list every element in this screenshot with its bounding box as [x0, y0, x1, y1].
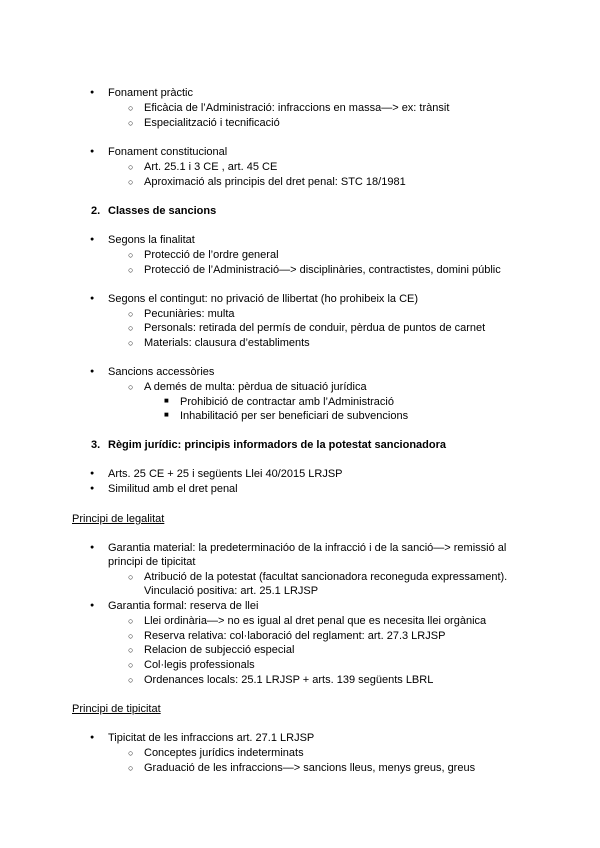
bullet-circle — [128, 629, 133, 644]
list-item: Eficàcia de l’Administració: infraccions en massa—> ex: trànsit — [144, 102, 450, 114]
list-item-continuation: principi de tipicitat — [108, 556, 196, 568]
list-item: Fonament constitucional — [108, 146, 228, 158]
bullet-disc — [90, 86, 94, 101]
bullet-square — [164, 409, 169, 423]
bullet-disc — [90, 365, 94, 380]
list-item: A demés de multa: pèrdua de situació jurídica — [144, 381, 367, 393]
list-item: Sancions accessòries — [108, 366, 215, 378]
list-item: Garantia material: la predeterminacióo de la infracció i de la sanció—> remissió al — [108, 542, 507, 554]
bullet-disc — [90, 292, 94, 307]
list-item: Similitud amb el dret penal — [108, 483, 238, 495]
bullet-disc — [90, 541, 94, 556]
list-item: Segons la finalitat — [108, 234, 195, 246]
bullet-circle — [128, 570, 133, 585]
list-item: Conceptes jurídics indeterminats — [144, 747, 304, 759]
bullet-disc — [90, 731, 94, 746]
bullet-circle — [128, 248, 133, 263]
list-item: Materials: clausura d’establiments — [144, 337, 310, 349]
bullet-circle — [128, 336, 133, 351]
bullet-circle — [128, 614, 133, 629]
list-item: Prohibició de contractar amb l’Administració — [180, 396, 394, 408]
bullet-circle — [128, 160, 133, 175]
list-item: Tipicitat de les infraccions art. 27.1 LRJSP — [108, 732, 315, 744]
list-item: Arts. 25 CE + 25 i següents Llei 40/2015 LRJSP — [108, 468, 343, 480]
list-item: Art. 25.1 i 3 CE , art. 45 CE — [144, 161, 278, 173]
list-item: Atribució de la potestat (facultat sancionadora reconeguda expressament). — [144, 571, 508, 583]
bullet-disc — [90, 467, 94, 482]
bullet-disc — [90, 599, 94, 614]
list-item: Ordenances locals: 25.1 LRJSP + arts. 139 següents LBRL — [144, 674, 434, 686]
list-item: Col·legis professionals — [144, 659, 255, 671]
bullet-circle — [128, 307, 133, 322]
section-heading: Règim jurídic: principis informadors de la potestat sancionadora — [108, 439, 447, 451]
list-item: Inhabilitació per ser beneficiari de subvencions — [180, 410, 409, 422]
list-item: Aproximació als principis del dret penal: STC 18/1981 — [144, 176, 406, 188]
bullet-disc — [90, 233, 94, 248]
list-item: Reserva relativa: col·laboració del reglament: art. 27.3 LRJSP — [144, 630, 446, 642]
bullet-circle — [128, 761, 133, 776]
bullet-circle — [128, 673, 133, 688]
list-item: Fonament pràctic — [108, 87, 193, 99]
list-item: Llei ordinària—> no es igual al dret penal que es necesita llei orgànica — [144, 615, 487, 627]
list-item: Segons el contingut: no privació de llibertat (ho prohibeix la CE) — [108, 293, 419, 305]
subsection-title: Principi de legalitat — [72, 513, 165, 525]
bullet-circle — [128, 643, 133, 658]
bullet-disc — [90, 482, 94, 497]
list-item: Protecció de l’Administració—> disciplinàries, contractistes, domini públic — [144, 264, 501, 276]
bullet-circle — [128, 175, 133, 190]
subsection-title: Principi de tipicitat — [72, 703, 161, 715]
bullet-circle — [128, 658, 133, 673]
bullet-disc — [90, 145, 94, 160]
list-item: Garantia formal: reserva de llei — [108, 600, 259, 612]
bullet-circle — [128, 263, 133, 278]
bullet-circle — [128, 746, 133, 761]
bullet-circle — [128, 321, 133, 336]
list-item: Pecuniàries: multa — [144, 308, 235, 320]
list-item: Graduació de les infraccions—> sancions lleus, menys greus, greus — [144, 762, 476, 774]
list-item: Relacion de subjecció especial — [144, 644, 295, 656]
bullet-circle — [128, 380, 133, 395]
list-item: Protecció de l’ordre general — [144, 249, 279, 261]
list-item-continuation: Vinculació positiva: art. 25.1 LRJSP — [144, 585, 319, 597]
list-item: Personals: retirada del permís de conduir, pèrdua de puntos de carnet — [144, 322, 486, 334]
bullet-circle — [128, 116, 133, 131]
section-heading: Classes de sancions — [108, 205, 217, 217]
bullet-circle — [128, 101, 133, 116]
bullet-square — [164, 395, 169, 409]
list-item: Especialització i tecnificació — [144, 117, 280, 129]
heading-number: 2. — [91, 205, 101, 217]
heading-number: 3. — [91, 439, 101, 451]
